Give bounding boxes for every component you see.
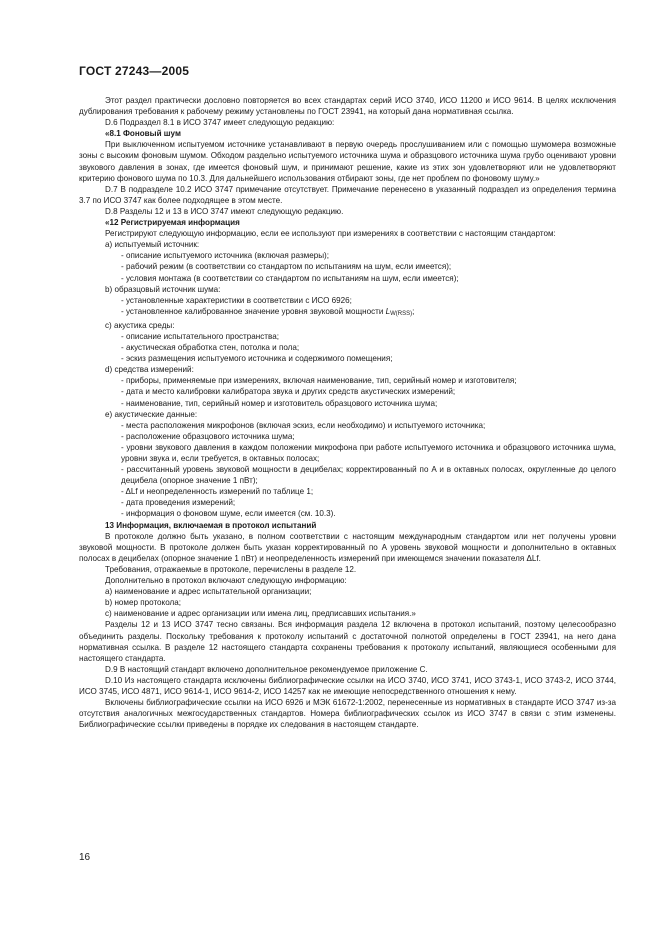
list-item: a) наименование и адрес испытательной организации; xyxy=(105,587,312,597)
list-subitem: - рабочий режим (в соответствии со стандартом по испытаниям на шум, если имеется); xyxy=(121,262,452,272)
heading-13: 13 Информация, включаемая в протокол испытаний xyxy=(105,520,317,530)
clause-d6: D.6 Подраздел 8.1 в ИСО 3747 имеет следующую редакцию: xyxy=(105,118,335,128)
paragraph: При выключенном испытуемом источнике устанавливают в первую очередь прослушиванием или с помощью шумомера возможные зоны с высоким фоновым шумом. Обходом раздельно испытуемого источника шума и образцового источника шума грубо оценивают уровни звукового давления в зонах, где имеется фоновый шум, и принимают решение, какие из этих зон удовлетворяют или не удовлетворяют критерию фонового шума по 10.3. Для дальнейшего использования отбирают зоны, где нет проблем по фоновому шуму.» xyxy=(79,140,616,183)
clause-d8: D.8 Разделы 12 и 13 в ИСО 3747 имеют следующую редакцию. xyxy=(105,206,344,216)
page-header-title: ГОСТ 27243—2005 xyxy=(79,64,190,78)
list-subitem: - приборы, применяемые при измерениях, включая наименование, тип, серийный номер и изготовителя; xyxy=(121,376,517,386)
list-item: b) номер протокола; xyxy=(105,598,181,608)
list-subitem: - дата проведения измерений; xyxy=(121,498,236,508)
list-subitem-text: - установленное калиброванное значение уровня звуковой мощности xyxy=(121,306,384,316)
list-subitem: - эскиз размещения испытуемого источника и содержимого помещения; xyxy=(121,354,393,364)
list-subitem: - описание испытательного пространства; xyxy=(121,331,279,341)
symbol-subscript: W(RSS) xyxy=(390,310,413,317)
heading-8-1: «8.1 Фоновый шум xyxy=(105,129,181,139)
list-subitem xyxy=(79,306,616,320)
paragraph: В протоколе должно быть указано, в полном соответствии с настоящим международным стандартом или нет получены уровни звуковой мощности. В протоколе должен быть указан корректированный по A уровень звуковой мощности и дополнительно в октавных полосах в децибелах (опорное значение 1 пВт) и неопределенность измерений при имеющемся значении показателя ΔLf. xyxy=(79,531,616,563)
list-subitem: - ΔLf и неопределенность измерений по таблице 1; xyxy=(121,487,314,497)
list-subitem: - информация о фоновом шуме, если имеется (см. 10.3). xyxy=(121,509,336,519)
paragraph: Регистрируют следующую информацию, если ее используют при измерениях в соответствии с настоящим стандартом: xyxy=(105,229,556,239)
paragraph: Требования, отражаемые в протоколе, перечислены в разделе 12. xyxy=(105,564,357,574)
list-subitem: - уровни звукового давления в каждом положении микрофона при работе испытуемого источника и образцового источника шума, уровни звука и, если требуется, в октавных полосах; xyxy=(121,442,616,463)
list-subitem: - места расположения микрофонов (включая эскиз, если необходимо) и испытуемого источника; xyxy=(121,420,486,430)
list-subitem: - дата и место калибровки калибратора звука и других средств акустических измерений; xyxy=(121,387,456,397)
list-subitem: - описание испытуемого источника (включая размеры); xyxy=(121,251,329,261)
list-subitem: - условия монтажа (в соответствии со стандартом по испытаниям на шум, если имеется); xyxy=(121,273,459,283)
symbol-l: L xyxy=(385,306,391,316)
heading-12: «12 Регистрируемая информация xyxy=(105,218,240,228)
list-subitem: - расположение образцового источника шума; xyxy=(121,431,295,441)
paragraph: Этот раздел практически дословно повторяется во всех стандартах серий ИСО 3740, ИСО 11200 и ИСО 9614. В целях исключения дублирования требования к рабочему режиму установлены по ГОСТ 23941, на который дана нормативная ссылка. xyxy=(79,96,616,117)
list-subitem: - установленные характеристики в соответствии с ИСО 6926; xyxy=(121,295,352,305)
list-item: c) акустика среды: xyxy=(105,320,175,330)
list-item: d) средства измерений: xyxy=(105,365,194,375)
paragraph: Включены библиографические ссылки на ИСО 6926 и МЭК 61672-1:2002, перенесенные из нормативных в стандарте ИСО 3747 из-за отсутствия аналогичных межгосударственных стандартов. Номера библиографических ссылок из ИСО 3747 в связи с этим изменены. Библиографические ссылки приведены в порядке их следования в настоящем стандарте. xyxy=(79,698,616,730)
list-item: b) образцовый источник шума: xyxy=(105,284,221,294)
clause-d9: D.9 В настоящий стандарт включено дополнительное рекомендуемое приложение С. xyxy=(105,664,428,674)
list-subitem: - наименование, тип, серийный номер и изготовитель образцового источника шума; xyxy=(121,398,438,408)
page-number: 16 xyxy=(79,852,91,863)
punctuation: ; xyxy=(412,306,415,316)
list-subitem: - рассчитанный уровень звуковой мощности в децибелах; корректированный по A и в октавных полосах, округленные до целого децибела (опорное значение 1 пВт); xyxy=(121,465,616,486)
paragraph: Разделы 12 и 13 ИСО 3747 тесно связаны. Вся информация раздела 12 включена в протокол испытаний, поэтому целесообразно объединить разделы. Поскольку требования к протоколу испытаний с достаточной полнотой определены в ГОСТ 23941, на него дана нормативная ссылка. В разделе 12 настоящего стандарта сохранены требования к протоколу испытаний, являющиеся особенными для настоящего стандарта. xyxy=(79,620,616,663)
list-item: a) испытуемый источник: xyxy=(105,240,200,250)
list-item: e) акустические данные: xyxy=(105,409,198,419)
clause-d10: D.10 Из настоящего стандарта исключены библиографические ссылки на ИСО 3740, ИСО 3741, ИСО 3743-1, ИСО 3743-2, ИСО 3744, ИСО 3745, ИСО 4871, ИСО 9614-1, ИСО 9614-2, ИСО 14257 как не имеющие непосредственного отношения к нему. xyxy=(79,675,616,696)
clause-d7: D.7 В подразделе 10.2 ИСО 3747 примечание отсутствует. Примечание перенесено в указанный подраздел из определения термина 3.7 по ИСО 3747 как более подходящее в этом месте. xyxy=(79,184,616,205)
page-body xyxy=(79,95,616,730)
list-subitem: - акустическая обработка стен, потолка и пола; xyxy=(121,343,300,353)
list-item: c) наименование и адрес организации или имена лиц, предписавших испытания.» xyxy=(105,609,416,619)
paragraph: Дополнительно в протокол включают следующую информацию: xyxy=(105,576,347,586)
